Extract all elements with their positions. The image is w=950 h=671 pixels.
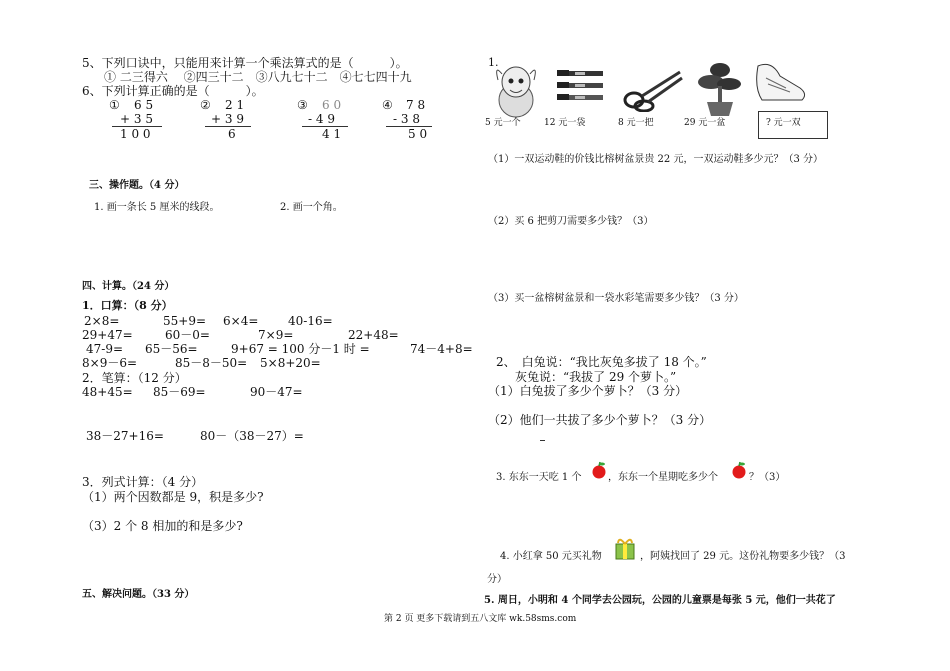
oral-item: 55+9= bbox=[163, 314, 207, 328]
r-q4-part3: 分） bbox=[487, 574, 507, 585]
r-q3-part2: ，东东一个星期吃多少个 bbox=[608, 472, 718, 483]
r-q1-sub1: （1）一双运动鞋的价钱比榕树盆景贵 22 元，一双运动鞋多少元？（3 分） bbox=[488, 154, 823, 165]
oral-item: 60－0= bbox=[165, 328, 210, 342]
section-3-q2: 2. 画一个角。 bbox=[280, 202, 343, 213]
q6-mark: ② bbox=[200, 98, 211, 112]
section-3-title: 三、操作题。（4 分） bbox=[89, 180, 185, 191]
q6-question: 6、下列计算正确的是（ ）。 bbox=[82, 84, 264, 98]
q6-result: 4 1 bbox=[322, 127, 342, 141]
oral-item: 6×4= bbox=[223, 314, 259, 328]
list-calc-q3: （3）2 个 8 相加的和是多少? bbox=[82, 519, 243, 533]
section-4-title: 四、计算。（24 分） bbox=[82, 281, 175, 292]
q6-result: 1 0 0 bbox=[120, 127, 151, 141]
q6-top: 6 5 bbox=[134, 98, 154, 112]
r-q2-line2: 灰兔说：“我拔了 29 个萝卜。” bbox=[515, 370, 677, 384]
r-q3-part1: 3. 东东一天吃 1 个 bbox=[496, 472, 582, 483]
q6-mark: ③ bbox=[297, 98, 308, 112]
oral-item: 29+47= bbox=[82, 328, 133, 342]
q6-op: - 4 9 bbox=[308, 112, 335, 126]
written-item: 85－69= bbox=[153, 385, 206, 399]
shoe-picture bbox=[752, 58, 808, 108]
apple-icon bbox=[591, 461, 607, 479]
q6-mark: ① bbox=[109, 98, 120, 112]
markers-picture bbox=[555, 68, 607, 106]
r-q2-line1: 2、 白兔说：“我比灰兔多拔了 18 个。” bbox=[496, 355, 707, 369]
oral-item: 8×9－6= bbox=[82, 356, 138, 370]
section-3-q1: 1. 画一条长 5 厘米的线段。 bbox=[94, 202, 220, 213]
page-footer: 第 2 页 更多下载请到五八文库 wk.58sms.com bbox=[384, 614, 577, 624]
q6-top: 2 1 bbox=[225, 98, 245, 112]
oral-item: 65－56= bbox=[145, 342, 198, 356]
r-q4-part1: 4. 小红拿 50 元买礼物 bbox=[500, 551, 602, 562]
oral-title: 1．口算：（8 分） bbox=[82, 299, 173, 312]
oral-item: 47-9= bbox=[86, 342, 124, 356]
price-label-markers: 12 元一袋 bbox=[544, 118, 586, 128]
q6-op: + 3 9 bbox=[211, 112, 244, 126]
q5-question: 5、下列口诀中，只能用来计算一个乘法算式的是（ ）。 bbox=[82, 56, 408, 70]
r-q1-number: 1. bbox=[488, 56, 499, 69]
written-item: 90－47= bbox=[250, 385, 303, 399]
r-q3-part3: ？（3） bbox=[749, 472, 786, 483]
list-calc-q1: （1）两个因数都是 9，积是多少? bbox=[82, 490, 264, 504]
section-5-title: 五、解决问题。（33 分） bbox=[82, 589, 195, 600]
apple-icon bbox=[731, 461, 747, 479]
oral-item: 85－8－50= bbox=[175, 356, 248, 370]
written-item: 38－27+16= bbox=[86, 429, 164, 443]
doll-picture bbox=[490, 60, 542, 120]
r-q1-sub2: （2）买 6 把剪刀需要多少钱？（3） bbox=[488, 216, 654, 227]
oral-item: 2×8= bbox=[84, 314, 120, 328]
oral-item: 40-16= bbox=[288, 314, 333, 328]
bonsai-picture bbox=[695, 60, 745, 118]
oral-item: 22+48= bbox=[348, 328, 399, 342]
gift-icon bbox=[614, 536, 636, 560]
written-item: 80－（38－27）= bbox=[200, 429, 304, 443]
oral-item: 74－4+8= bbox=[410, 342, 473, 356]
r-q2-sub1: （1）白兔拔了多少个萝卜？（3 分） bbox=[488, 384, 688, 398]
q6-result: 5 0 bbox=[408, 127, 428, 141]
oral-item: 7×9= bbox=[258, 328, 294, 342]
q6-result: 6 bbox=[228, 127, 236, 141]
q5-options: ① 二三得六 ②四三十二 ③八九七十二 ④七七四十九 bbox=[92, 70, 412, 84]
q6-top: 6 0 bbox=[322, 98, 342, 112]
r-q5: 5. 周日，小明和 4 个同学去公园玩，公园的儿童票是每张 5 元，他们一共花了 bbox=[484, 595, 836, 606]
q6-op: - 3 8 bbox=[393, 112, 420, 126]
r-q2-sub2: （2）他们一共拔了多少个萝卜？（3 分） bbox=[488, 413, 712, 427]
q6-mark: ④ bbox=[382, 98, 393, 112]
r-q4-part2: ，阿姨找回了 29 元。这份礼物要多少钱？（3 bbox=[640, 551, 846, 562]
price-label-bonsai: 29 元一盆 bbox=[684, 118, 726, 128]
price-label-shoes: ? 元一双 bbox=[766, 118, 801, 128]
oral-item: 5×8+20= bbox=[260, 356, 321, 370]
q6-op: + 3 5 bbox=[120, 112, 153, 126]
written-item: 48+45= bbox=[82, 385, 133, 399]
dash-mark bbox=[540, 440, 545, 441]
list-calc-title: 3．列式计算：（4 分） bbox=[82, 475, 204, 489]
scissors-picture bbox=[622, 68, 684, 112]
q6-top: 7 8 bbox=[406, 98, 426, 112]
oral-item: 9+67 = 100 分－1 时 = bbox=[231, 342, 370, 356]
price-label-doll: 5 元一个 bbox=[485, 118, 521, 128]
written-title: 2．笔算：（12 分） bbox=[82, 371, 187, 385]
r-q1-sub3: （3）买一盆榕树盆景和一袋水彩笔需要多少钱？（3 分） bbox=[488, 293, 744, 304]
price-label-scissors: 8 元一把 bbox=[618, 118, 654, 128]
